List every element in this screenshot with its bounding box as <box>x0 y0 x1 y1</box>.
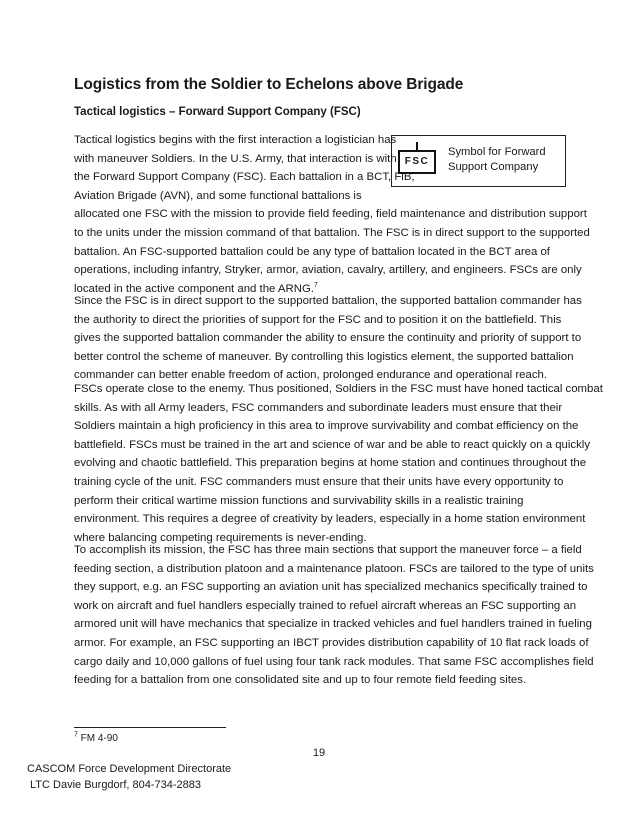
text-line: with maneuver Soldiers. In the U.S. Army, that interaction is with <box>74 152 397 165</box>
text-line: gives the supported battalion commander the ability to ensure the continuity and priority of support to <box>74 332 582 345</box>
text-line: armored unit will have mechanics that specialize in tracked vehicles and fuel handlers trained in fueling <box>74 618 592 631</box>
footnote <box>74 733 118 744</box>
text-line: the Forward Support Company (FSC). Each battalion in a BCT, FiB, <box>74 171 415 184</box>
symbol-caption-line: Symbol for Forward <box>448 146 546 158</box>
text-line: feeding section, a distribution platoon and a maintenance platoon. FSCs are tailored to the type of units <box>74 562 594 575</box>
footer-contact: LTC Davie Burgdorf, 804-734-2883 <box>30 779 202 791</box>
footnote-reference: 7 <box>313 281 318 289</box>
symbol-caption-line: Support Company <box>448 161 539 173</box>
footnote-text: FM 4-90 <box>77 733 118 744</box>
text-line: Soldiers maintain a high proficiency in this area to improve survivability and combat efficiency on the <box>74 420 579 433</box>
text-line: they support, e.g. an FSC supporting an aviation unit has specialized mechanics specifically trained to <box>74 581 588 594</box>
footnote-divider <box>74 727 226 728</box>
text-line: skills. As with all Army leaders, FSC commanders and subordinate leaders must ensure that their <box>74 401 563 414</box>
text-line: battalion. An FSC-supported battalion could be any type of battalion located in the BCT area of <box>74 245 550 258</box>
text-line: cargo daily and 10,000 gallons of fuel using four tank rack modules. That same FSC accomplishes field <box>74 655 594 668</box>
text-line: To accomplish its mission, the FSC has three main sections that support the maneuver force – a field <box>74 544 582 556</box>
page-heading: Logistics from the Soldier to Echelons above Brigade <box>74 76 464 93</box>
text-line: FSCs operate close to the enemy. Thus positioned, Soldiers in the FSC must have honed tactical combat <box>74 383 603 395</box>
text-line: feeding for a battalion from one consolidated site and up to four remote field feeding sites. <box>74 674 527 687</box>
paragraph-1 <box>74 131 590 298</box>
text-line: evolving and chaotic battlefield. This preparation begins at home station and continues throughout the <box>74 457 587 470</box>
text-line: training cycle of the unit. FSC commanders must ensure that their units have every opportunity to <box>74 475 564 488</box>
text-line: battlefield. FSCs must be trained in the art and science of war and be able to react quickly on a quickly <box>74 438 591 451</box>
text-line: Since the FSC is in direct support to the supported battalion, the supported battalion commander has <box>74 295 582 307</box>
section-heading: Tactical logistics – Forward Support Company (FSC) <box>74 106 361 118</box>
text-line: work on aircraft and fuel handlers especially trained to refuel aircraft whereas an FSC supporting an <box>74 599 577 612</box>
text-line: located in the active component and the ARNG. <box>74 282 314 295</box>
text-line: where balancing competing requirements is never-ending. <box>74 531 367 544</box>
text-line: commander can better enable freedom of action, prolonged endurance and operational reach. <box>74 369 548 382</box>
page-number: 19 <box>312 747 326 759</box>
text-line: the authority to direct the priorities of support for the FSC and to position it on the battlefield. This <box>74 313 562 326</box>
text-line: perform their critical wartime mission functions and survivability skills in a realistic training <box>74 494 524 507</box>
text-line: armor. For example, an FSC supporting an IBCT provides distribution capability of 10 flat rack loads of <box>74 636 589 649</box>
footer-organization: CASCOM Force Development Directorate <box>27 763 232 775</box>
text-line: operations, including infantry, Stryker, armor, aviation, cavalry, artillery, and engineers. FSCs are only <box>74 264 582 277</box>
footnote-number: 7 <box>74 731 78 739</box>
paragraph-4 <box>74 541 594 690</box>
text-line: allocated one FSC with the mission to provide field feeding, field maintenance and distribution support <box>74 208 587 221</box>
paragraph-2 <box>74 292 582 385</box>
text-line: environment. This requires a degree of creativity by leaders, especially in a home station environment <box>74 513 586 526</box>
text-line: to the units under the mission command of that battalion. The FSC is in direct support to the supported <box>74 226 590 239</box>
paragraph-3 <box>74 380 603 547</box>
text-line: Aviation Brigade (AVN), and some functional battalions is <box>74 189 362 202</box>
text-line: better control the scheme of maneuver. By controlling this logistics element, the supported battalion <box>74 350 574 363</box>
text-line: Tactical logistics begins with the first interaction a logistician has <box>74 134 397 146</box>
fsc-unit-symbol-icon: FSC <box>398 150 436 174</box>
